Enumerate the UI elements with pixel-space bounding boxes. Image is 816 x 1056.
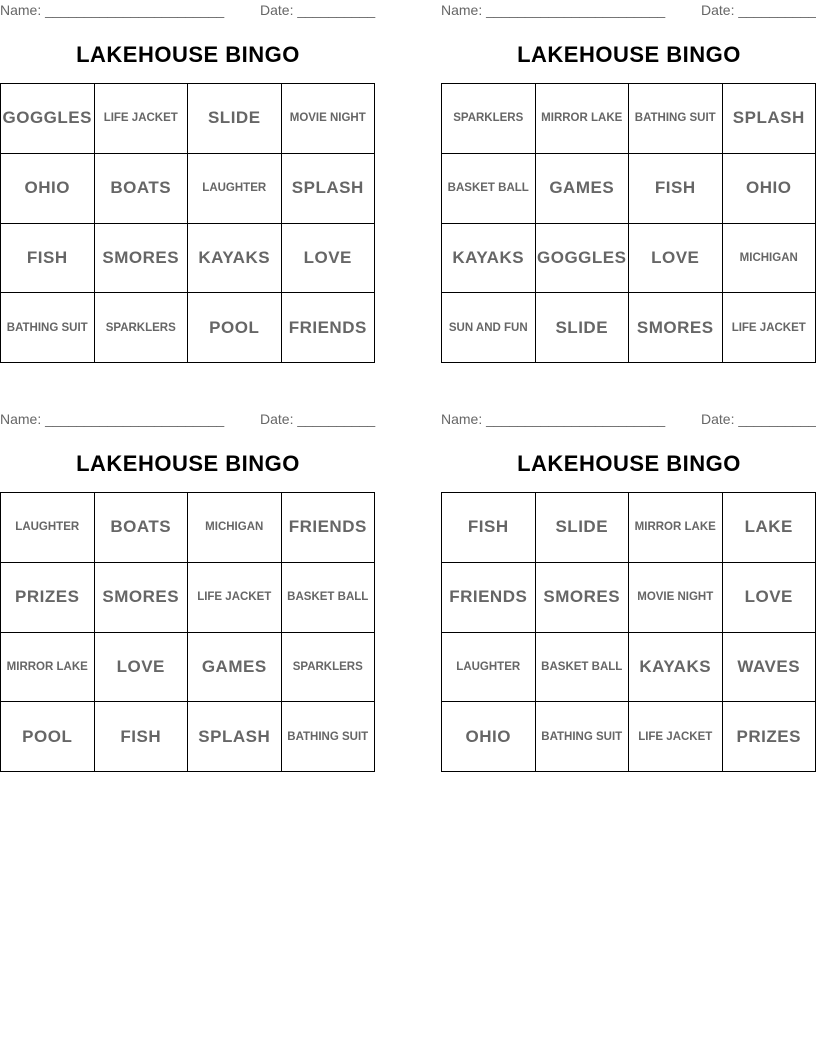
bingo-cell: LOVE xyxy=(723,563,816,633)
bingo-cell: FISH xyxy=(1,224,95,294)
bingo-cell: BATHING SUIT xyxy=(1,293,95,363)
bingo-cell: SMORES xyxy=(536,563,630,633)
bingo-cell: POOL xyxy=(1,702,95,772)
date-field: Date: __________ xyxy=(701,411,816,427)
card-title: LAKEHOUSE BINGO xyxy=(76,451,300,476)
bingo-cell: OHIO xyxy=(723,154,816,224)
bingo-cell: MICHIGAN xyxy=(188,493,282,563)
bingo-cell: LAUGHTER xyxy=(188,154,282,224)
name-field: Name: _______________________ xyxy=(441,411,666,427)
bingo-cell: SPARKLERS xyxy=(442,84,536,154)
bingo-cell: BOATS xyxy=(95,154,189,224)
bingo-cell: BASKET BALL xyxy=(442,154,536,224)
bingo-cell: MIRROR LAKE xyxy=(629,493,723,563)
bingo-cell: LOVE xyxy=(629,224,723,294)
bingo-cell: LAUGHTER xyxy=(1,493,95,563)
bingo-grid xyxy=(441,492,816,772)
bingo-cell: SLIDE xyxy=(536,493,630,563)
bingo-cell: BASKET BALL xyxy=(536,633,630,703)
bingo-cell: SMORES xyxy=(95,224,189,294)
bingo-cell: MOVIE NIGHT xyxy=(282,84,376,154)
bingo-cell: LOVE xyxy=(95,633,189,703)
bingo-grid xyxy=(0,492,375,772)
bingo-cell: MICHIGAN xyxy=(723,224,816,294)
bingo-cell: LIFE JACKET xyxy=(188,563,282,633)
bingo-cell: SLIDE xyxy=(536,293,630,363)
bingo-cell: FISH xyxy=(95,702,189,772)
bingo-cell: MIRROR LAKE xyxy=(1,633,95,703)
bingo-cell: GAMES xyxy=(536,154,630,224)
bingo-cell: PRIZES xyxy=(1,563,95,633)
bingo-cell: LIFE JACKET xyxy=(629,702,723,772)
bingo-cell: PRIZES xyxy=(723,702,816,772)
bingo-cell: OHIO xyxy=(442,702,536,772)
bingo-cell: FRIENDS xyxy=(282,293,376,363)
bingo-cell: SMORES xyxy=(95,563,189,633)
bingo-cell: SPLASH xyxy=(723,84,816,154)
date-field: Date: __________ xyxy=(701,2,816,18)
bingo-cell: OHIO xyxy=(1,154,95,224)
bingo-cell: SPARKLERS xyxy=(95,293,189,363)
bingo-cell: FRIENDS xyxy=(282,493,376,563)
bingo-cell: GAMES xyxy=(188,633,282,703)
bingo-cell: FISH xyxy=(442,493,536,563)
bingo-cell: LOVE xyxy=(282,224,376,294)
bingo-cell: KAYAKS xyxy=(188,224,282,294)
bingo-cell: LAKE xyxy=(723,493,816,563)
bingo-cell: SMORES xyxy=(629,293,723,363)
name-field: Name: _______________________ xyxy=(0,411,225,427)
bingo-cell: BATHING SUIT xyxy=(536,702,630,772)
name-field: Name: _______________________ xyxy=(0,2,225,18)
bingo-cell: BATHING SUIT xyxy=(629,84,723,154)
bingo-cell: SPLASH xyxy=(282,154,376,224)
bingo-cell: KAYAKS xyxy=(629,633,723,703)
bingo-cell: MOVIE NIGHT xyxy=(629,563,723,633)
bingo-cell: SUN AND FUN xyxy=(442,293,536,363)
bingo-cell: MIRROR LAKE xyxy=(536,84,630,154)
bingo-cell: FISH xyxy=(629,154,723,224)
card-title: LAKEHOUSE BINGO xyxy=(517,42,741,67)
bingo-cell: BATHING SUIT xyxy=(282,702,376,772)
bingo-cell: SPARKLERS xyxy=(282,633,376,703)
bingo-cell: KAYAKS xyxy=(442,224,536,294)
bingo-cell: FRIENDS xyxy=(442,563,536,633)
bingo-cell: LAUGHTER xyxy=(442,633,536,703)
bingo-cell: LIFE JACKET xyxy=(723,293,816,363)
card-title: LAKEHOUSE BINGO xyxy=(76,42,300,67)
bingo-cell: BOATS xyxy=(95,493,189,563)
bingo-cell: GOGGLES xyxy=(536,224,630,294)
bingo-cell: LIFE JACKET xyxy=(95,84,189,154)
bingo-cell: BASKET BALL xyxy=(282,563,376,633)
bingo-cell: SLIDE xyxy=(188,84,282,154)
bingo-grid xyxy=(0,83,375,363)
bingo-grid xyxy=(441,83,816,363)
card-title: LAKEHOUSE BINGO xyxy=(517,451,741,476)
name-field: Name: _______________________ xyxy=(441,2,666,18)
bingo-cell: SPLASH xyxy=(188,702,282,772)
bingo-cell: POOL xyxy=(188,293,282,363)
bingo-cell: GOGGLES xyxy=(1,84,95,154)
date-field: Date: __________ xyxy=(260,411,376,427)
date-field: Date: __________ xyxy=(260,2,376,18)
bingo-cell: WAVES xyxy=(723,633,816,703)
